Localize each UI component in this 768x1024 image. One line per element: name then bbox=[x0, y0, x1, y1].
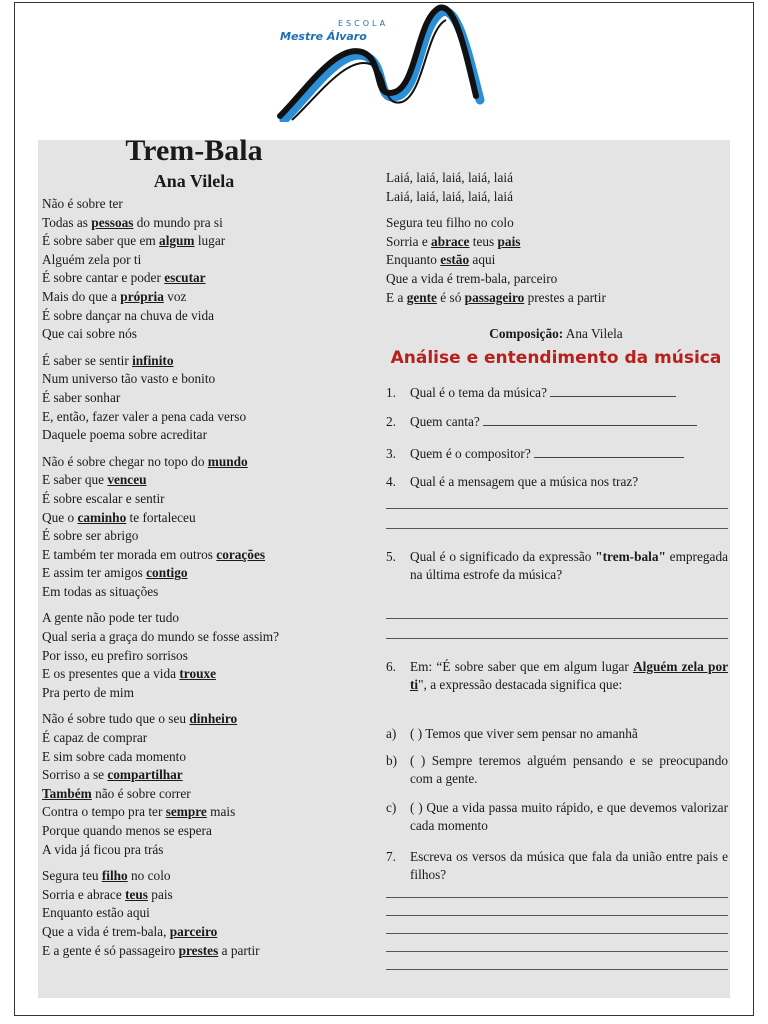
lyrics-line: E assim ter amigos contigo bbox=[42, 565, 188, 581]
lyrics-line: Daquele poema sobre acreditar bbox=[42, 427, 208, 443]
lyrics-left-column bbox=[42, 195, 279, 968]
lyrics-line: E, então, fazer valer a pena cada verso bbox=[42, 408, 247, 424]
lyrics-line: Não é sobre chegar no topo do mundo bbox=[42, 453, 248, 469]
highlighted-word: gente bbox=[406, 289, 437, 305]
lyrics-stanza bbox=[42, 453, 279, 602]
lyrics-line: Sorria e abrace teus pais bbox=[42, 886, 173, 902]
school-label: ESCOLA bbox=[338, 19, 389, 28]
lyrics-line: É sobre ser abrigo bbox=[42, 528, 139, 544]
lyrics-line: É sobre dançar na chuva de vida bbox=[42, 307, 215, 323]
lyrics-line: E sim sobre cada momento bbox=[42, 748, 187, 764]
highlighted-word: venceu bbox=[107, 472, 147, 488]
highlighted-word: algum bbox=[159, 233, 195, 249]
answer-line[interactable] bbox=[386, 951, 728, 952]
lyrics-line: Sorria e abrace teus pais bbox=[386, 233, 521, 249]
answer-line[interactable] bbox=[386, 508, 728, 509]
highlighted-word: passageiro bbox=[464, 289, 525, 305]
lyrics-line: Em todas as situações bbox=[42, 583, 159, 599]
lyrics-line: Segura teu filho no colo bbox=[42, 868, 171, 884]
lyrics-line: E a gente é só passageiro prestes a partir bbox=[42, 942, 260, 958]
highlighted-word: estão bbox=[440, 252, 470, 268]
lyrics-line: Pra perto de mim bbox=[42, 684, 134, 700]
lyrics-line: Mais do que a própria voz bbox=[42, 288, 187, 304]
answer-line[interactable] bbox=[386, 915, 728, 916]
question-4: 4. Qual é a mensagem que a música nos traz? bbox=[386, 474, 639, 489]
lyrics-line: Segura teu filho no colo bbox=[386, 215, 514, 231]
answer-line[interactable] bbox=[386, 969, 728, 970]
school-logo bbox=[270, 4, 490, 122]
question-5: 5. Qual é o significado da expressão "trem-bala" empregada na última estrofe da música? bbox=[386, 549, 728, 582]
lyrics-line: E os presentes que a vida trouxe bbox=[42, 666, 217, 682]
highlighted-word: contigo bbox=[146, 565, 188, 581]
composition-credit bbox=[386, 326, 726, 342]
lyrics-line: É capaz de comprar bbox=[42, 730, 148, 746]
answer-blank[interactable] bbox=[534, 445, 684, 458]
highlighted-word: mundo bbox=[207, 453, 248, 469]
answer-line[interactable] bbox=[386, 638, 728, 639]
highlighted-word: caminho bbox=[77, 509, 127, 525]
question-1: 1. Qual é o tema da música? bbox=[386, 384, 728, 402]
lyrics-line: Laiá, laiá, laiá, laiá, laiá bbox=[386, 170, 513, 185]
question-6: 6. Em: “É sobre saber que em algum lugar Alguém zela por ti", a expressão destacada significa que: bbox=[386, 659, 728, 692]
lyrics-line: E também ter morada em outros corações bbox=[42, 546, 266, 562]
highlighted-word: parceiro bbox=[169, 923, 218, 939]
lyrics-line: A vida já ficou pra trás bbox=[42, 841, 164, 857]
song-title: Trem-Bala bbox=[125, 134, 263, 167]
highlighted-word: pessoas bbox=[91, 214, 134, 230]
lyrics-line: Qual seria a graça do mundo se fosse assim? bbox=[42, 629, 280, 645]
lyrics-line: Laiá, laiá, laiá, laiá, laiá bbox=[386, 188, 513, 204]
lyrics-line: A gente não pode ter tudo bbox=[42, 610, 179, 626]
lyrics-stanza bbox=[386, 214, 606, 307]
lyrics-line: Porque quando menos se espera bbox=[42, 823, 212, 838]
lyrics-line: E a gente é só passageiro prestes a partir bbox=[386, 289, 606, 305]
lyrics-line: Que o caminho te fortaleceu bbox=[42, 509, 196, 525]
highlighted-word: sempre bbox=[165, 804, 207, 820]
lyrics-right-column bbox=[386, 169, 606, 315]
option-a[interactable]: a) ( ) Temos que viver sem pensar no amanhã bbox=[386, 726, 638, 741]
option-c[interactable]: c) ( ) Que a vida passa muito rápido, e que devemos valorizar cada momento bbox=[386, 800, 728, 833]
lyrics-line: Também não é sobre correr bbox=[42, 785, 191, 801]
highlighted-word: abrace bbox=[431, 233, 470, 249]
lyrics-line: É saber sonhar bbox=[42, 389, 121, 405]
highlighted-word: filho bbox=[101, 868, 128, 884]
lyrics-line: Que a vida é trem-bala, parceiro bbox=[386, 270, 558, 286]
lyrics-stanza bbox=[42, 710, 279, 859]
lyrics-line: Que cai sobre nós bbox=[42, 326, 137, 342]
composition-value: Ana Vilela bbox=[565, 326, 623, 341]
song-artist: Ana Vilela bbox=[153, 171, 235, 191]
highlighted-word: prestes bbox=[178, 942, 219, 958]
lyrics-stanza bbox=[42, 195, 279, 344]
question-7: 7. Escreva os versos da música que fala da união entre pais e filhos? bbox=[386, 849, 728, 882]
school-name: Mestre Álvaro bbox=[280, 30, 367, 43]
lyrics-line: Não é sobre tudo que o seu dinheiro bbox=[42, 711, 238, 727]
highlighted-word: dinheiro bbox=[189, 711, 238, 727]
lyrics-line: Enquanto estão aqui bbox=[42, 905, 150, 921]
question-3: 3. Quem é o compositor? bbox=[386, 445, 728, 463]
answer-line[interactable] bbox=[386, 897, 728, 898]
lyrics-line: Todas as pessoas do mundo pra si bbox=[42, 214, 223, 230]
answer-line[interactable] bbox=[386, 528, 728, 529]
option-b[interactable]: b) ( ) Sempre teremos alguém pensando e se preocupando com a gente. bbox=[386, 753, 728, 786]
composition-label: Composição: bbox=[489, 326, 564, 341]
lyrics-line: E saber que venceu bbox=[42, 472, 147, 488]
highlighted-word: trouxe bbox=[179, 666, 217, 682]
lyrics-line: Alguém zela por ti bbox=[42, 251, 142, 267]
lyrics-line: É sobre cantar e poder escutar bbox=[42, 270, 206, 286]
lyrics-line: Contra o tempo pra ter sempre mais bbox=[42, 804, 236, 820]
highlighted-word: escutar bbox=[164, 270, 206, 286]
lyrics-stanza bbox=[42, 352, 279, 445]
lyrics-line: Num universo tão vasto e bonito bbox=[42, 371, 216, 387]
highlighted-word: própria bbox=[120, 288, 164, 304]
lyrics-line: Enquanto estão aqui bbox=[386, 252, 496, 268]
lyrics-stanza bbox=[42, 867, 279, 960]
lyrics-line: É sobre escalar e sentir bbox=[42, 490, 165, 506]
lyrics-line: Sorriso a se compartilhar bbox=[42, 767, 183, 783]
highlighted-word: pais bbox=[497, 233, 521, 249]
lyrics-line: Que a vida é trem-bala, parceiro bbox=[42, 923, 218, 939]
highlighted-word: compartilhar bbox=[107, 767, 183, 783]
answer-line[interactable] bbox=[386, 618, 728, 619]
highlighted-word: teus bbox=[125, 886, 148, 902]
answer-line[interactable] bbox=[386, 933, 728, 934]
highlighted-word: corações bbox=[216, 546, 266, 562]
analysis-title: Análise e entendimento da música bbox=[390, 348, 722, 368]
lyrics-line: Não é sobre ter bbox=[42, 196, 123, 211]
lyrics-stanza bbox=[386, 169, 606, 206]
question-2: 2. Quem canta? bbox=[386, 413, 728, 431]
answer-blank[interactable] bbox=[550, 384, 676, 397]
lyrics-line: É sobre saber que em algum lugar bbox=[42, 233, 226, 249]
highlighted-word: infinito bbox=[132, 352, 174, 368]
highlighted-word: Também bbox=[42, 785, 92, 801]
lyrics-line: É saber se sentir infinito bbox=[42, 352, 174, 368]
answer-blank[interactable] bbox=[483, 413, 697, 426]
lyrics-stanza bbox=[42, 609, 279, 702]
lyrics-line: Por isso, eu prefiro sorrisos bbox=[42, 647, 188, 663]
